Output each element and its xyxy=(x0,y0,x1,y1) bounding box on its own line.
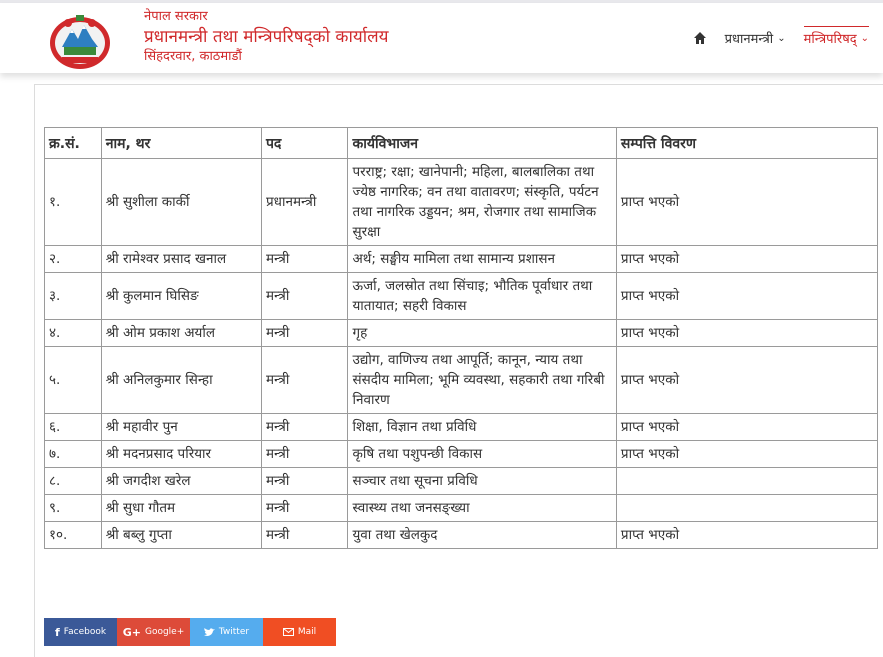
ministers-table xyxy=(44,127,878,549)
facebook-icon: f xyxy=(54,625,60,639)
column-header-serial: क्र.सं. xyxy=(45,128,102,159)
cell-name: श्री बब्लु गुप्ता xyxy=(101,522,261,549)
mail-icon xyxy=(283,628,294,636)
column-header-assets: सम्पत्ति विवरण xyxy=(616,128,877,159)
cell-serial: १०. xyxy=(45,522,102,549)
cell-serial: ६. xyxy=(45,414,102,441)
table-row xyxy=(45,246,878,273)
header-line-1: नेपाल सरकार xyxy=(144,9,208,24)
googleplus-share-button[interactable] xyxy=(117,618,190,646)
cell-name: श्री महावीर पुन xyxy=(101,414,261,441)
cell-post: मन्त्री xyxy=(261,495,348,522)
cell-serial: १. xyxy=(45,159,102,246)
table-row xyxy=(45,522,878,549)
cell-serial: ५. xyxy=(45,347,102,414)
table-row xyxy=(45,441,878,468)
cell-post: मन्त्री xyxy=(261,273,348,320)
table-header-row xyxy=(45,128,878,159)
nav-item-prime-minister[interactable] xyxy=(725,29,786,47)
cell-serial: २. xyxy=(45,246,102,273)
nav-item-label: प्रधानमन्त्री xyxy=(724,32,774,47)
table-row xyxy=(45,347,878,414)
home-icon[interactable] xyxy=(693,31,707,45)
cell-assets: प्राप्त भएको xyxy=(616,441,877,468)
chevron-down-icon: ⌄ xyxy=(860,32,869,44)
table-row xyxy=(45,320,878,347)
mail-label: Mail xyxy=(297,627,317,637)
cell-name: श्री सुशीला कार्की xyxy=(101,159,261,246)
cell-serial: ९. xyxy=(45,495,102,522)
cell-name: श्री सुधा गौतम xyxy=(101,495,261,522)
table-row xyxy=(45,495,878,522)
cell-serial: ३. xyxy=(45,273,102,320)
cell-portfolio: ऊर्जा, जलस्रोत तथा सिंचाइ; भौतिक पूर्वाधार तथा यातायात; सहरी विकास xyxy=(348,273,616,320)
table-row xyxy=(45,273,878,320)
chevron-down-icon: ⌄ xyxy=(777,32,786,44)
cell-post: प्रधानमन्त्री xyxy=(261,159,348,246)
cell-portfolio: गृह xyxy=(348,320,616,347)
header-office-title[interactable]: प्रधानमन्त्री तथा मन्त्रिपरिषद्को कार्यालय xyxy=(144,27,389,47)
cell-portfolio: सञ्चार तथा सूचना प्रविधि xyxy=(348,468,616,495)
cell-serial: ४. xyxy=(45,320,102,347)
main-nav xyxy=(693,29,869,47)
googleplus-icon: G+ xyxy=(122,625,141,639)
cell-post: मन्त्री xyxy=(261,468,348,495)
cell-name: श्री रामेश्वर प्रसाद खनाल xyxy=(101,246,261,273)
cell-post: मन्त्री xyxy=(261,347,348,414)
header-titles xyxy=(144,8,389,66)
twitter-icon xyxy=(204,628,215,637)
table-row xyxy=(45,159,878,246)
government-emblem-logo[interactable] xyxy=(48,11,112,71)
twitter-label: Twitter xyxy=(218,627,250,637)
cell-serial: ७. xyxy=(45,441,102,468)
cell-portfolio: परराष्ट्र; रक्षा; खानेपानी; महिला, बालबालिका तथा ज्येष्ठ नागरिक; वन तथा वातावरण; संस्कृति, पर्यटन तथा नागरिक उड्डयन; श्रम, रोजगार तथा सामाजिक सुरक्षा xyxy=(348,159,616,246)
cell-name: श्री अनिलकुमार सिन्हा xyxy=(101,347,261,414)
cell-post: मन्त्री xyxy=(261,522,348,549)
share-bar xyxy=(44,618,336,646)
cell-assets: प्राप्त भएको xyxy=(616,522,877,549)
cell-name: श्री मदनप्रसाद परियार xyxy=(101,441,261,468)
cell-assets: प्राप्त भएको xyxy=(616,159,877,246)
nav-item-council-of-ministers[interactable] xyxy=(804,26,869,47)
cell-post: मन्त्री xyxy=(261,441,348,468)
cell-portfolio: अर्थ; सङ्घीय मामिला तथा सामान्य प्रशासन xyxy=(348,246,616,273)
nav-item-label: मन्त्रिपरिषद् xyxy=(803,32,857,47)
cell-assets: प्राप्त भएको xyxy=(616,273,877,320)
mail-share-button[interactable] xyxy=(263,618,336,646)
cell-assets: प्राप्त भएको xyxy=(616,347,877,414)
cell-assets: प्राप्त भएको xyxy=(616,320,877,347)
cell-assets: प्राप्त भएको xyxy=(616,414,877,441)
cell-serial: ८. xyxy=(45,468,102,495)
table-row xyxy=(45,468,878,495)
cell-name: श्री जगदीश खरेल xyxy=(101,468,261,495)
cell-portfolio: उद्योग, वाणिज्य तथा आपूर्ति; कानून, न्याय तथा संसदीय मामिला; भूमि व्यवस्था, सहकारी तथा गरिबी निवारण xyxy=(348,347,616,414)
site-header xyxy=(0,3,883,73)
cell-name: श्री ओम प्रकाश अर्याल xyxy=(101,320,261,347)
column-header-name: नाम, थर xyxy=(101,128,261,159)
cell-portfolio: कृषि तथा पशुपन्छी विकास xyxy=(348,441,616,468)
cell-portfolio: शिक्षा, विज्ञान तथा प्रविधि xyxy=(348,414,616,441)
facebook-share-button[interactable] xyxy=(44,618,117,646)
cell-post: मन्त्री xyxy=(261,414,348,441)
cell-portfolio: युवा तथा खेलकुद xyxy=(348,522,616,549)
facebook-label: Facebook xyxy=(63,627,107,637)
cell-assets xyxy=(616,495,877,522)
cell-assets: प्राप्त भएको xyxy=(616,246,877,273)
table-row xyxy=(45,414,878,441)
header-address: सिंहदरवार, काठमाडौं xyxy=(144,49,242,64)
column-header-post: पद xyxy=(261,128,348,159)
column-header-portfolio: कार्यविभाजन xyxy=(348,128,616,159)
cell-post: मन्त्री xyxy=(261,320,348,347)
cell-portfolio: स्वास्थ्य तथा जनसङ्ख्या xyxy=(348,495,616,522)
cell-name: श्री कुलमान घिसिङ xyxy=(101,273,261,320)
twitter-share-button[interactable] xyxy=(190,618,263,646)
googleplus-label: Google+ xyxy=(144,627,185,637)
cell-post: मन्त्री xyxy=(261,246,348,273)
cell-assets xyxy=(616,468,877,495)
